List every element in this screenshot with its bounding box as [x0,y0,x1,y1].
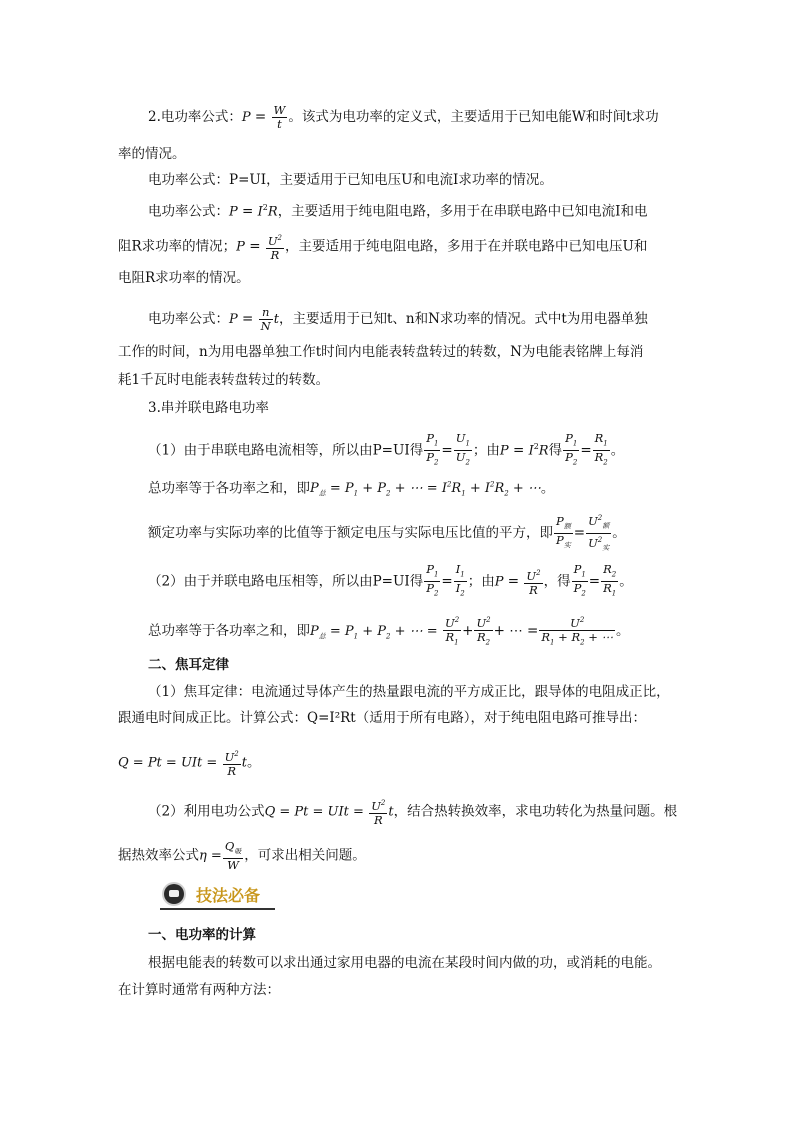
section-heading: 一、电功率的计算 [148,927,256,943]
paragraph-line: 耗1千瓦时电能表转盘转过的转数。 [118,372,330,388]
formula: $\frac{n}{N}$ [260,305,271,333]
section-heading: 3.串并联电路电功率 [148,400,269,416]
section-banner [160,878,275,910]
formula: $\frac{W}{t}$ [273,103,286,131]
paragraph-line: （2）由于并联电路电压相等，所以由P=UI得 $\frac{P_1}{P_2}$ = $\frac{I_1}{I_2}$ ；由P = $\frac{U^2}{R}$ ，得 $\frac{P_1}{P_2}$ = $\frac{R_2}{R_1}$ 。 [148,562,633,598]
paragraph-line: 额定功率与实际功率的比值等于额定电压与实际电压比值的平方，即 $P_额$ $P_实$ = $U^2_额$ $U^2_实$ 。 [148,513,626,553]
paragraph-line: 根据电能表的转数可以求出通过家用电器的电流在某段时间内做的功，或消耗的电能。 [148,955,661,971]
paragraph-line: 电阻R求功率的情况。 [118,270,250,286]
paragraph-line: 2.电功率公式：P = $\frac{W}{t}$ 。该式为电功率的定义式，主要适用于已知电能W和时间t求功 [148,103,659,131]
banner-title: 技法必备 [196,886,261,905]
paragraph-line: Q = Pt = UIt = $\frac{U^2}{R}$ t。 [118,749,261,778]
paragraph-line: 电功率公式：$P = I^2R$，主要适用于纯电阻电路，多用于在串联电路中已知电流I和电 [148,203,648,220]
paragraph-line: 在计算时通常有两种方法： [118,982,280,998]
formula: $\frac{U^2}{R}$ [267,233,282,262]
paragraph-line: （1）由于串联电路电流相等，所以由P=UI得 $\frac{P_1}{P_2}$ = $\frac{U_1}{U_2}$ ；由$P = I^2R$得 $\frac{P_1}{P_2}$ = $\frac{R_1}{R_2}$ 。 [148,431,625,467]
paragraph-line: 阻R求功率的情况；P = $\frac{U^2}{R}$ ，主要适用于纯电阻电路，多用于在并联电路中已知电压U和 [118,233,648,262]
paragraph-line: 电功率公式：P = $\frac{n}{N}$ t，主要适用于已知t、n和N求功率的情况。式中t为用电器单独 [148,305,648,333]
paragraph-line: （2）利用电功公式Q = Pt = UIt = $\frac{U^2}{R}$ t，结合热转换效率，求电功转化为热量问题。根 [148,798,678,827]
paragraph-line: 总功率等于各功率之和，即$P_总 = P_1 + P_2$ + ⋯ = $\frac{U^2}{R_1}$ + $\frac{U^2}{R_2}$ + ⋯ = $\frac{U^2}{R_1 + R_2 + \cdots}$ 。 [148,615,630,647]
paragraph-line: 跟通电时间成正比。计算公式：Q=I²Rt（适用于所有电路），对于纯电阻电路可推导出： [118,710,646,726]
paragraph-line: 工作的时间，n为用电器单独工作t时间内电能表转盘转过的转数，N为电能表铭牌上每消 [118,344,644,360]
paragraph-line: 率的情况。 [118,146,186,162]
banner-underline [160,908,275,910]
paragraph-line: 据热效率公式η = $Q_吸$ W ，可求出相关问题。 [118,839,366,873]
section-heading: 二、焦耳定律 [148,657,229,673]
paragraph-line: 电功率公式：P=UI，主要适用于已知电压U和电流I求功率的情况。 [148,172,553,188]
paragraph-line: 总功率等于各功率之和，即$P_总 = P_1 + P_2$ + ⋯ = $I^2R_1 + I^2R_2$ + ⋯。 [148,480,555,498]
text: 。该式为电功率的定义式，主要适用于已知电能W和时间t求功 [288,109,659,125]
text: 2.电功率公式： [148,109,242,125]
paragraph-line: （1）焦耳定律：电流通过导体产生的热量跟电流的平方成正比，跟导体的电阻成正比， [148,684,670,700]
book-icon [164,884,184,904]
